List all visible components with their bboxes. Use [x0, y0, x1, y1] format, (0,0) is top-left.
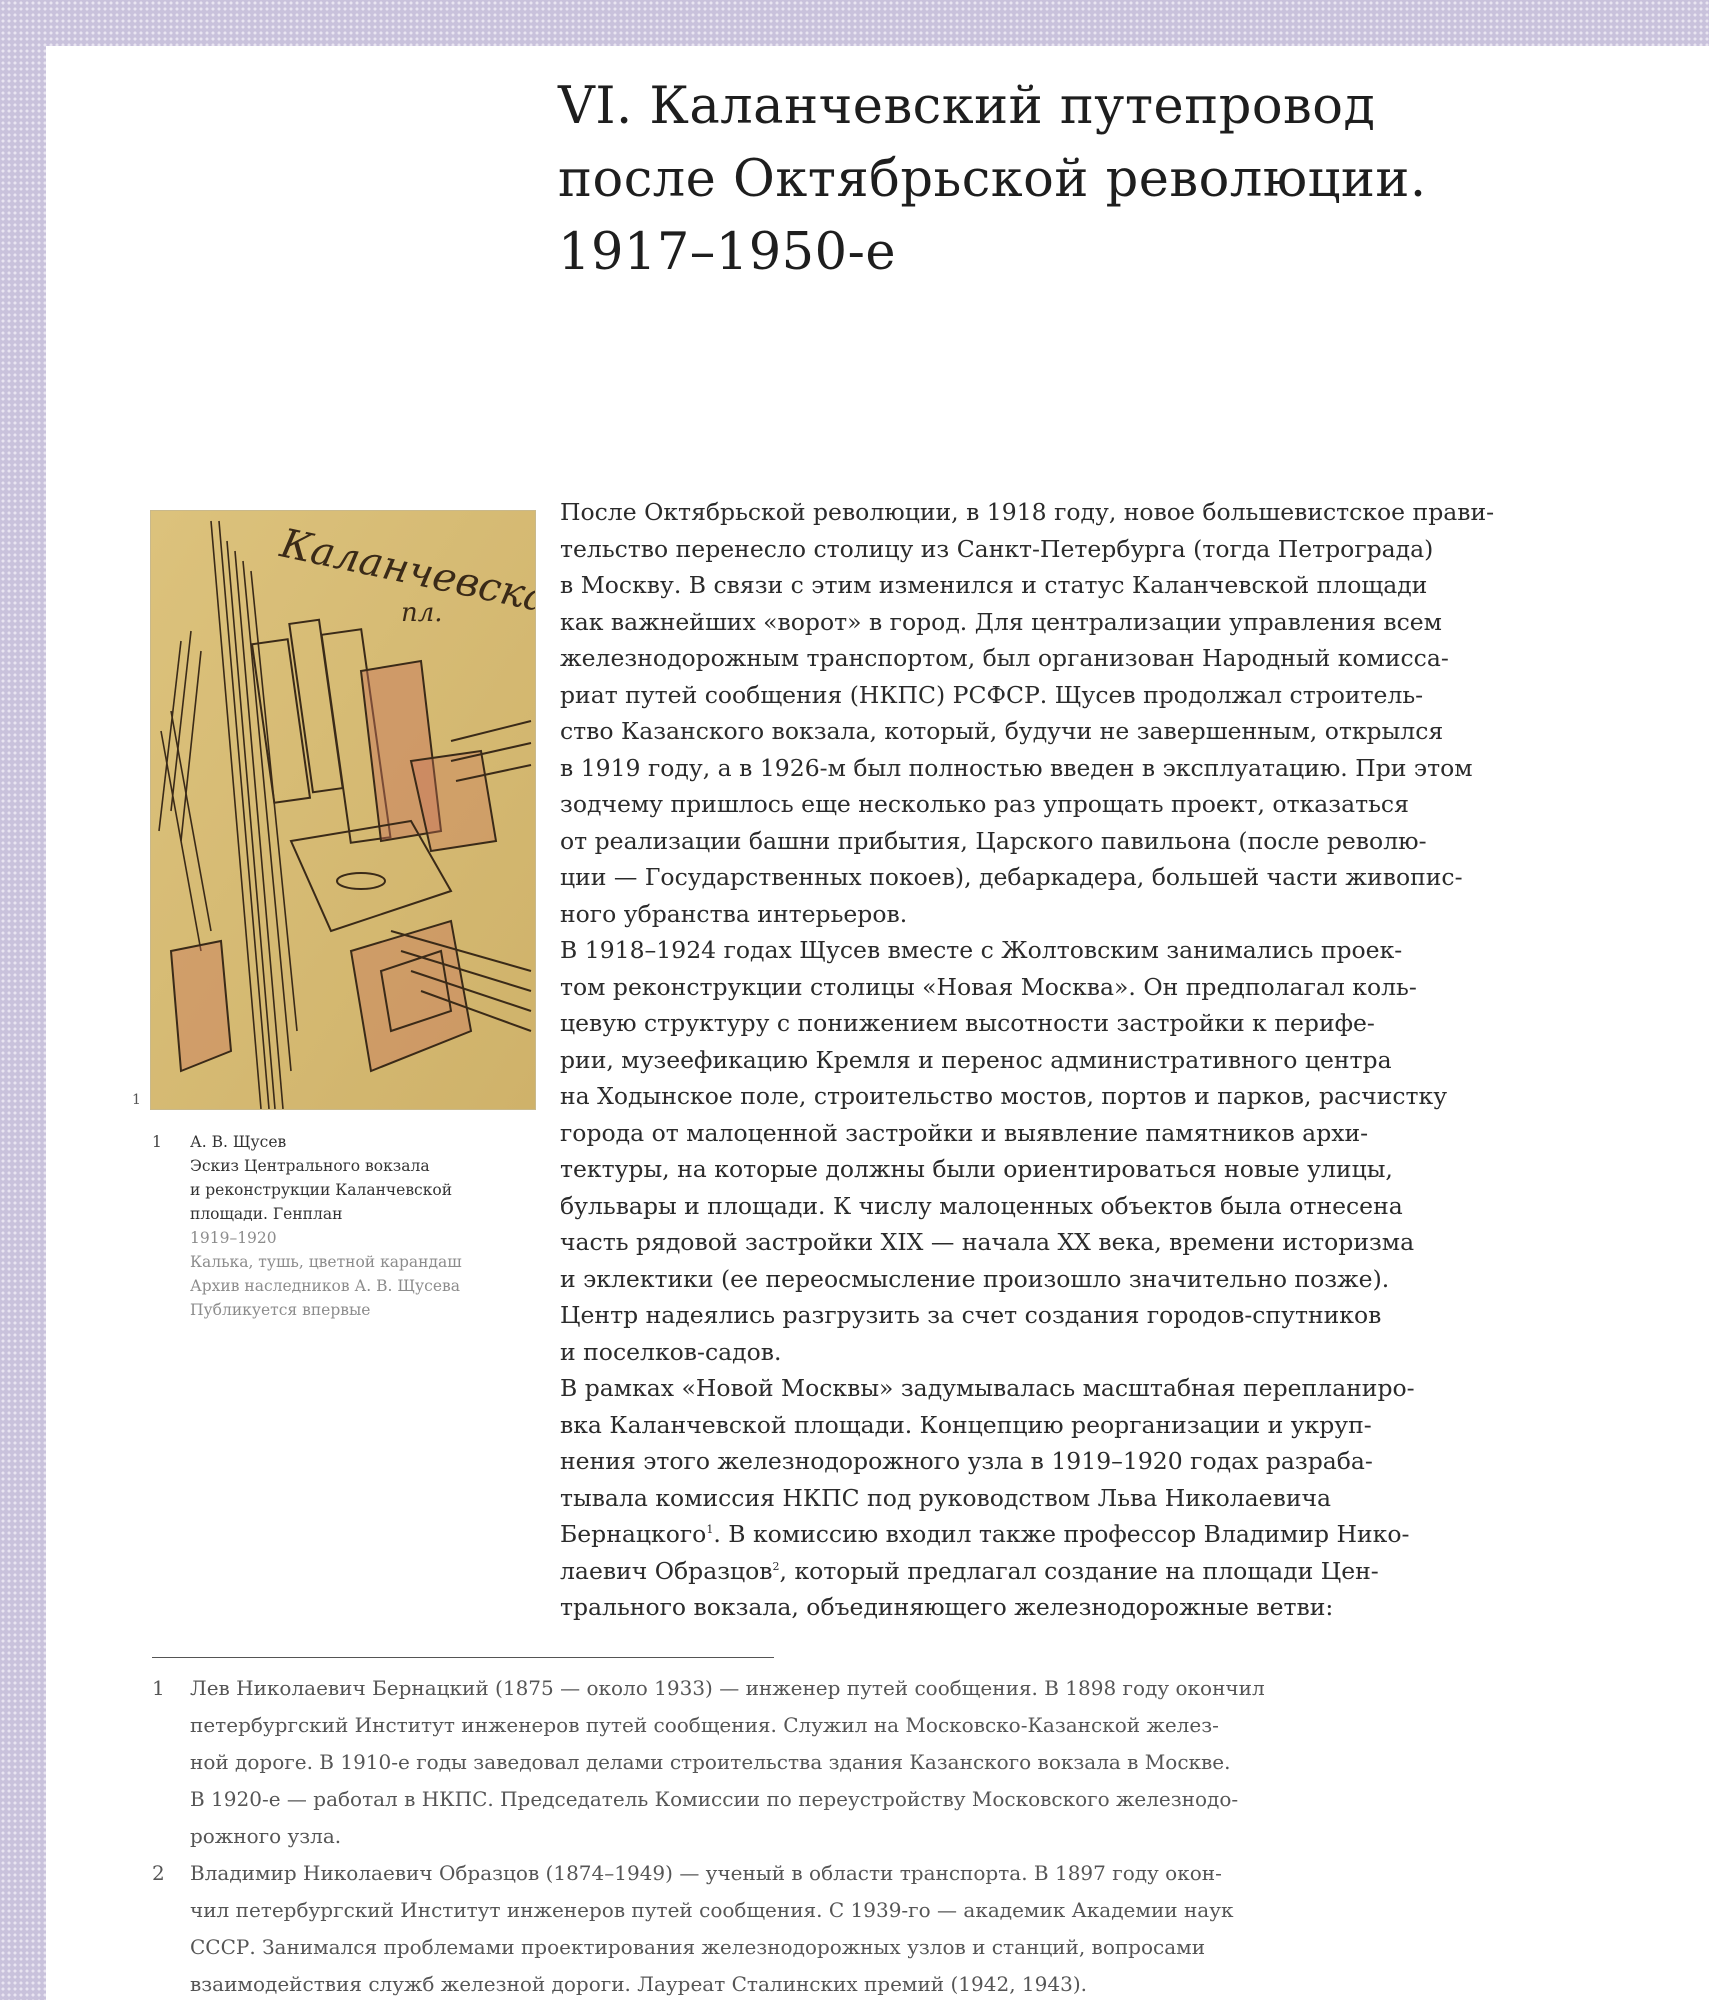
footnote-number: 1 [152, 1676, 165, 1700]
footnote-line: взаимодействия служб железной дороги. Лауреат Сталинских премий (1942, 1943). [190, 1972, 1087, 1996]
paragraph-1 [560, 494, 1560, 932]
text-line: в Москву. В связи с этим изменился и статус Каланчевской площади [560, 571, 1428, 599]
text-line: часть рядовой застройки XIX — начала XX века, времени историзма [560, 1228, 1415, 1256]
text-line: тельство перенесло столицу из Санкт-Петербурга (тогда Петрограда) [560, 534, 1434, 563]
footnote-2 [152, 1855, 1352, 2003]
main-text [560, 494, 1560, 1626]
caption-medium: Калька, тушь, цветной карандаш [190, 1253, 462, 1271]
footnote-line: СССР. Занимался проблемами проектирования железнодорожных узлов и станций, вопросами [190, 1935, 1206, 1959]
chapter-title [558, 70, 1558, 289]
text-line: и эклектики (ее переосмысление произошло значительно позже). [560, 1264, 1390, 1293]
caption-source: Архив наследников А. В. Щусева [190, 1277, 461, 1295]
text-line: трального вокзала, объединяющего железнодорожные ветви: [560, 1593, 1334, 1621]
text-line: После Октябрьской революции, в 1918 году, новое большевистское прави- [560, 498, 1495, 526]
figure-caption [152, 1130, 492, 1322]
footnote-line: рожного узла. [190, 1824, 342, 1848]
footnote-1 [152, 1670, 1352, 1855]
footnote-ref-1[interactable]: 1 [706, 1523, 714, 1537]
decorative-frame-left [0, 0, 46, 2000]
footnote-divider [152, 1657, 774, 1658]
text-line: как важнейших «ворот» в город. Для централизации управления всем [560, 607, 1442, 636]
text-fragment: Бернацкого [560, 1520, 707, 1548]
caption-title-line: площади. Генплан [190, 1205, 343, 1223]
caption-author: А. В. Щусев [190, 1133, 287, 1151]
caption-number: 1 [152, 1133, 162, 1151]
sketch-label-line-1: Каланчевская [276, 520, 535, 628]
text-fragment: , который предлагал создание на площади Цен- [779, 1556, 1379, 1585]
sketch-label-line-2: пл. [401, 598, 443, 628]
text-line: В 1918–1924 годах Щусев вместе с Жолтовским занимались проек- [560, 936, 1403, 964]
text-line: том реконструкции столицы «Новая Москва». Он предполагал коль- [560, 972, 1417, 1001]
text-fragment: . В комиссию входил также профессор Владимир Нико- [713, 1520, 1410, 1548]
text-line: на Ходынское поле, строительство мостов, портов и парков, расчистку [560, 1082, 1448, 1110]
chapter-title-line-2: после Октябрьской революции. [558, 150, 1427, 209]
text-line: В рамках «Новой Москвы» задумывалась масштабная перепланиро- [560, 1374, 1415, 1402]
sketch-figure [150, 510, 536, 1110]
text-line: бульвары и площади. К числу малоценных объектов была отнесена [560, 1191, 1403, 1220]
caption-note: Публикуется впервые [190, 1301, 371, 1319]
chapter-title-line-1: VI. Каланчевский путепровод [558, 77, 1376, 136]
text-line: железнодорожным транспортом, был организован Народный комисса- [560, 644, 1449, 672]
footnote-line: петербургский Институт инженеров путей сообщения. Служил на Московско-Казанской желез- [190, 1713, 1219, 1737]
sketch-drawing [151, 511, 535, 1109]
footnote-line: ной дороге. В 1910-е годы заведовал делами строительства здания Казанского вокзала в Москве. [190, 1750, 1231, 1774]
caption-title-line: и реконструкции Каланчевской [190, 1181, 453, 1199]
text-line: рии, музеефикацию Кремля и перенос административного центра [560, 1045, 1392, 1074]
footnote-number: 2 [152, 1861, 165, 1885]
footnote-line: В 1920-е — работал в НКПС. Председатель Комиссии по переустройству Московского железнодо- [190, 1787, 1239, 1811]
text-line: зодчему пришлось еще несколько раз упрощать проект, отказаться [560, 790, 1409, 818]
figure-number: 1 [132, 1092, 141, 1108]
decorative-frame-top [0, 0, 1717, 46]
text-line: цевую структуру с понижением высотности застройки к перифе- [560, 1009, 1375, 1037]
paragraph-3 [560, 1370, 1560, 1626]
text-fragment: лаевич Образцов [560, 1556, 773, 1585]
chapter-title-line-3: 1917–1950-е [558, 223, 896, 282]
footnote-ref-2[interactable]: 2 [772, 1559, 780, 1573]
text-line: ного убранства интерьеров. [560, 899, 908, 928]
text-line: ство Казанского вокзала, который, будучи не завершенным, открылся [560, 717, 1444, 745]
text-line: в 1919 году, а в 1926-м был полностью введен в эксплуатацию. При этом [560, 753, 1473, 782]
footnote-line: чил петербургский Институт инженеров путей сообщения. С 1939-го — академик Академии наук [190, 1898, 1234, 1922]
footnotes [152, 1670, 1352, 2003]
text-line [560, 1516, 1560, 1553]
text-line [560, 1553, 1560, 1590]
text-line: вка Каланчевской площади. Концепцию реорганизации и укруп- [560, 1410, 1372, 1439]
footnote-line: Владимир Николаевич Образцов (1874–1949) — ученый в области транспорта. В 1897 году окон- [190, 1861, 1222, 1885]
text-line: города от малоценной застройки и выявление памятников архи- [560, 1118, 1369, 1147]
text-line: от реализации башни прибытия, Царского павильона (после револю- [560, 826, 1427, 855]
caption-title-line: Эскиз Центрального вокзала [190, 1157, 430, 1175]
text-line: риат путей сообщения (НКПС) РСФСР. Щусев продолжал строитель- [560, 680, 1424, 709]
text-line: Центр надеялись разгрузить за счет создания городов-спутников [560, 1301, 1382, 1329]
frame-corner [1709, 0, 1717, 46]
footnote-line: Лев Николаевич Бернацкий (1875 — около 1933) — инженер путей сообщения. В 1898 году окончил [190, 1676, 1265, 1700]
text-line: ции — Государственных покоев), дебаркадера, большей части живопис- [560, 863, 1463, 891]
caption-date: 1919–1920 [190, 1229, 277, 1247]
text-line: и поселков-садов. [560, 1337, 782, 1366]
text-line: тектуры, на которые должны были ориентироваться новые улицы, [560, 1155, 1393, 1183]
text-line: нения этого железнодорожного узла в 1919–1920 годах разраба- [560, 1447, 1373, 1475]
paragraph-2 [560, 932, 1560, 1370]
text-line: тывала комиссия НКПС под руководством Льва Николаевича [560, 1483, 1332, 1512]
